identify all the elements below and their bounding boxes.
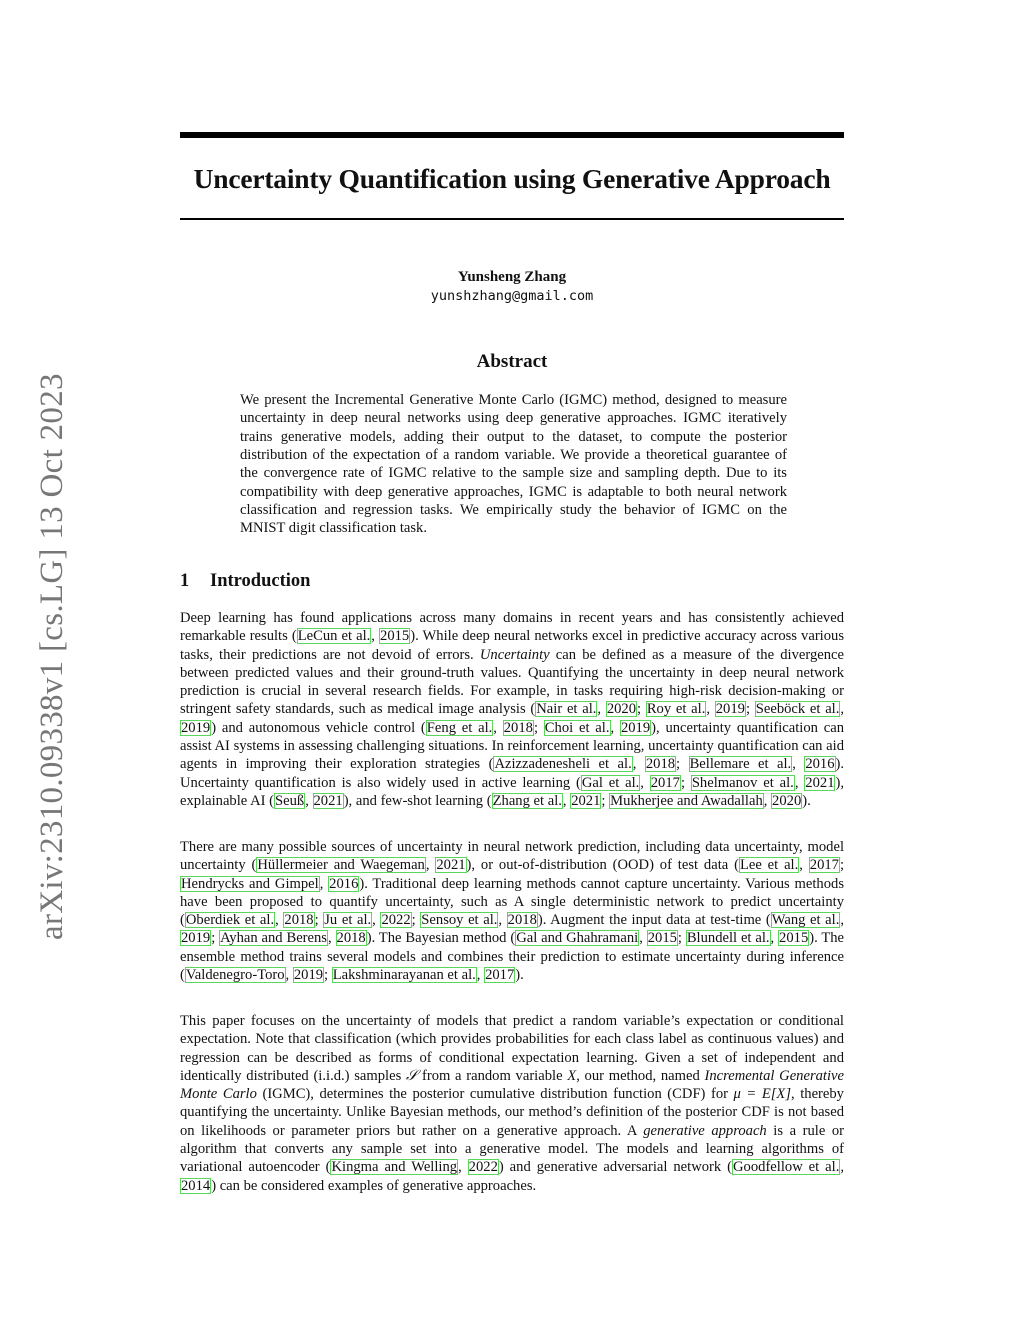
citation-link[interactable]: Blundell et al. (686, 930, 770, 947)
citation-year-link[interactable]: 2016 (805, 756, 835, 773)
citation-year-link[interactable]: 2021 (313, 792, 343, 809)
citation-link[interactable]: Goodfellow et al. (733, 1159, 840, 1176)
citation-link[interactable]: Seuß (275, 792, 305, 809)
intro-paragraph-1: Deep learning has found applications across many domains in recent years and has consistently achieved remarkable results (LeCun et al., 2015). While deep neural networks excel in predictive accuracy across various tasks, their predictions are not devoid of errors. Uncertainty can be defined as a measure of the divergence between predicted values and their ground-truth values. Quantifying the uncertainty in deep neural network prediction is crucial in several research fields. For example, in tasks requiring high-risk decision-making or stringent safety standards, such as medical image analysis (Nair et al., 2020; Roy et al., 2019; Seeböck et al., 2019) and autonomous vehicle control (Feng et al., 2018; Choi et al., 2019), uncertainty quantification can assist AI systems in assessing challenging situations. In reinforcement learning, uncertainty quantification can aid agents in improving their exploration strategies (Azizzadenesheli et al., 2018; Bellemare et al., 2016). Uncertainty quantification is also widely used in active learning (Gal et al., 2017; Shelmanov et al., 2021), explainable AI (Seuß, 2021), and few-shot learning (Zhang et al., 2021; Mukherjee and Awadallah, 2020). (180, 610, 845, 809)
abstract-body: We present the Incremental Generative Monte Carlo (IGMC) method, designed to measure uncertainty in deep neural networks using deep generative approaches. IGMC iteratively trains generative models, adding their output to the dataset, to compute the posterior distribution of the expectation of a random variable. We provide a theoretical guarantee of the convergence rate of IGMC relative to the sample size and sampling depth. Due to its compatibility with deep generative approaches, IGMC is adaptable to both neural network classification and regression tasks. We empirically study the behavior of IGMC on the MNIST digit classification task. (240, 392, 787, 537)
intro-paragraph-3: This paper focuses on the uncertainty of models that predict a random variable’s expectation or conditional expectation. Note that classification (which provides probabilities for each class label as continuous values) and regression can be described as forms of conditional expectation learning. Given a set of independent and identically distributed (i.i.d.) samples 𝒮 from a random variable X, our method, named Incremental Generative Monte Carlo (IGMC), determines the posterior cumulative distribution function (CDF) for μ = E[X], thereby quantifying the uncertainty. Unlike Bayesian methods, our method’s definition of the posterior CDF is not based on likelihoods or parameter priors but rather on a generative approach. A generative approach is a rule or algorithm that converts any sample set into a generative model. The models and learning algorithms of variational autoencoder (Kingma and Welling, 2022) and generative adversarial network (Goodfellow et al., 2014) can be considered examples of generative approaches. (180, 1013, 845, 1194)
citation-link[interactable]: Feng et al. (426, 719, 493, 736)
math-random-variable: X (567, 1067, 577, 1084)
citation-year-link[interactable]: 2021 (436, 857, 466, 874)
citation-year-link[interactable]: 2017 (809, 857, 839, 874)
citation-year-link[interactable]: 2018 (645, 756, 676, 773)
title-bottom-rule (180, 218, 844, 220)
citation-link[interactable]: Sensoy et al. (421, 912, 498, 929)
citation-year-link[interactable]: 2014 (181, 1177, 211, 1194)
term-uncertainty: Uncertainty (479, 646, 550, 663)
citation-link[interactable]: Hüllermeier and Waegeman (257, 857, 425, 874)
citation-link[interactable]: Roy et al. (646, 701, 706, 718)
citation-link[interactable]: Shelmanov et al. (691, 774, 794, 791)
section-number: 1 (180, 571, 190, 591)
citation-year-link[interactable]: 2015 (380, 628, 410, 645)
arxiv-sidebar-stamp: arXiv:2310.09338v1 [cs.LG] 13 Oct 2023 (34, 373, 70, 940)
citation-year-link[interactable]: 2018 (284, 912, 314, 929)
citation-link[interactable]: Valdenegro-Toro (185, 967, 285, 984)
citation-year-link[interactable]: 2015 (647, 930, 677, 947)
citation-year-link[interactable]: 2022 (381, 912, 411, 929)
citation-link[interactable]: Zhang et al. (492, 792, 562, 809)
citation-year-link[interactable]: 2018 (503, 719, 533, 736)
citation-link[interactable]: Azizzadenesheli et al. (494, 756, 632, 773)
math-mu-expectation: μ = E[X] (733, 1086, 792, 1103)
citation-year-link[interactable]: 2020 (772, 792, 802, 809)
citation-link[interactable]: LeCun et al. (297, 628, 371, 645)
citation-link[interactable]: Lee et al. (739, 857, 799, 874)
citation-year-link[interactable]: 2019 (293, 967, 324, 984)
citation-year-link[interactable]: 2017 (485, 967, 515, 984)
author-email[interactable]: yunshzhang@gmail.com (430, 288, 594, 304)
method-name-italic: Incremental Generative Monte Carlo (180, 1067, 844, 1103)
citation-year-link[interactable]: 2020 (606, 701, 636, 718)
term-generative-approach: generative approach (643, 1122, 767, 1139)
citation-year-link[interactable]: 2015 (779, 930, 809, 947)
citation-link[interactable]: Oberdiek et al. (185, 912, 275, 929)
section-title: Introduction (210, 571, 311, 591)
citation-year-link[interactable]: 2022 (468, 1159, 498, 1176)
citation-year-link[interactable]: 2021 (571, 792, 601, 809)
citation-year-link[interactable]: 2019 (715, 701, 745, 718)
paper-title: Uncertainty Quantification using Generative Approach (193, 163, 831, 194)
citation-link[interactable]: Gal and Ghahramani (516, 930, 639, 947)
title-top-rule (180, 132, 844, 138)
citation-year-link[interactable]: 2018 (507, 912, 537, 929)
citation-link[interactable]: Nair et al. (536, 701, 597, 718)
citation-link[interactable]: Seeböck et al. (755, 701, 840, 718)
citation-link[interactable]: Wang et al. (771, 912, 840, 929)
citation-link[interactable]: Ju et al. (324, 912, 372, 929)
section-heading-introduction (180, 569, 310, 593)
citation-link[interactable]: Choi et al. (544, 719, 610, 736)
citation-link[interactable]: Ayhan and Berens (220, 930, 327, 947)
citation-year-link[interactable]: 2019 (181, 930, 211, 947)
citation-link[interactable]: Hendrycks and Gimpel (181, 875, 319, 892)
author-name: Yunsheng Zhang (457, 269, 567, 285)
citation-link[interactable]: Bellemare et al. (689, 756, 792, 773)
citation-year-link[interactable]: 2019 (181, 719, 211, 736)
abstract-heading: Abstract (476, 351, 548, 372)
citation-year-link[interactable]: 2017 (650, 774, 680, 791)
citation-link[interactable]: Gal et al. (581, 774, 640, 791)
math-sample-set: 𝒮 (405, 1067, 418, 1084)
citation-year-link[interactable]: 2019 (620, 719, 651, 736)
citation-link[interactable]: Kingma and Welling (331, 1159, 458, 1176)
citation-year-link[interactable]: 2021 (805, 774, 835, 791)
citation-year-link[interactable]: 2018 (336, 930, 366, 947)
intro-paragraph-2: There are many possible sources of uncertainty in neural network prediction, including data uncertainty, model uncertainty (Hüllermeier and Waegeman, 2021), or out-of-distribution (OOD) of test data (Lee et al., 2017; Hendrycks and Gimpel, 2016). Traditional deep learning methods cannot capture uncertainty. Various methods have been proposed to quantify uncertainty, such as A single deterministic network to predict uncertainty (Oberdiek et al., 2018; Ju et al., 2022; Sensoy et al., 2018). Augment the input data at test-time (Wang et al., 2019; Ayhan and Berens, 2018). The Bayesian method (Gal and Ghahramani, 2015; Blundell et al., 2015). The ensemble method trains several models and combines their prediction to estimate uncertainty during inference (Valdenegro-Toro, 2019; Lakshminarayanan et al., 2017). (180, 839, 845, 984)
citation-year-link[interactable]: 2016 (329, 875, 359, 892)
citation-link[interactable]: Lakshminarayanan et al. (332, 967, 476, 984)
citation-link[interactable]: Mukherjee and Awadallah (610, 792, 763, 809)
